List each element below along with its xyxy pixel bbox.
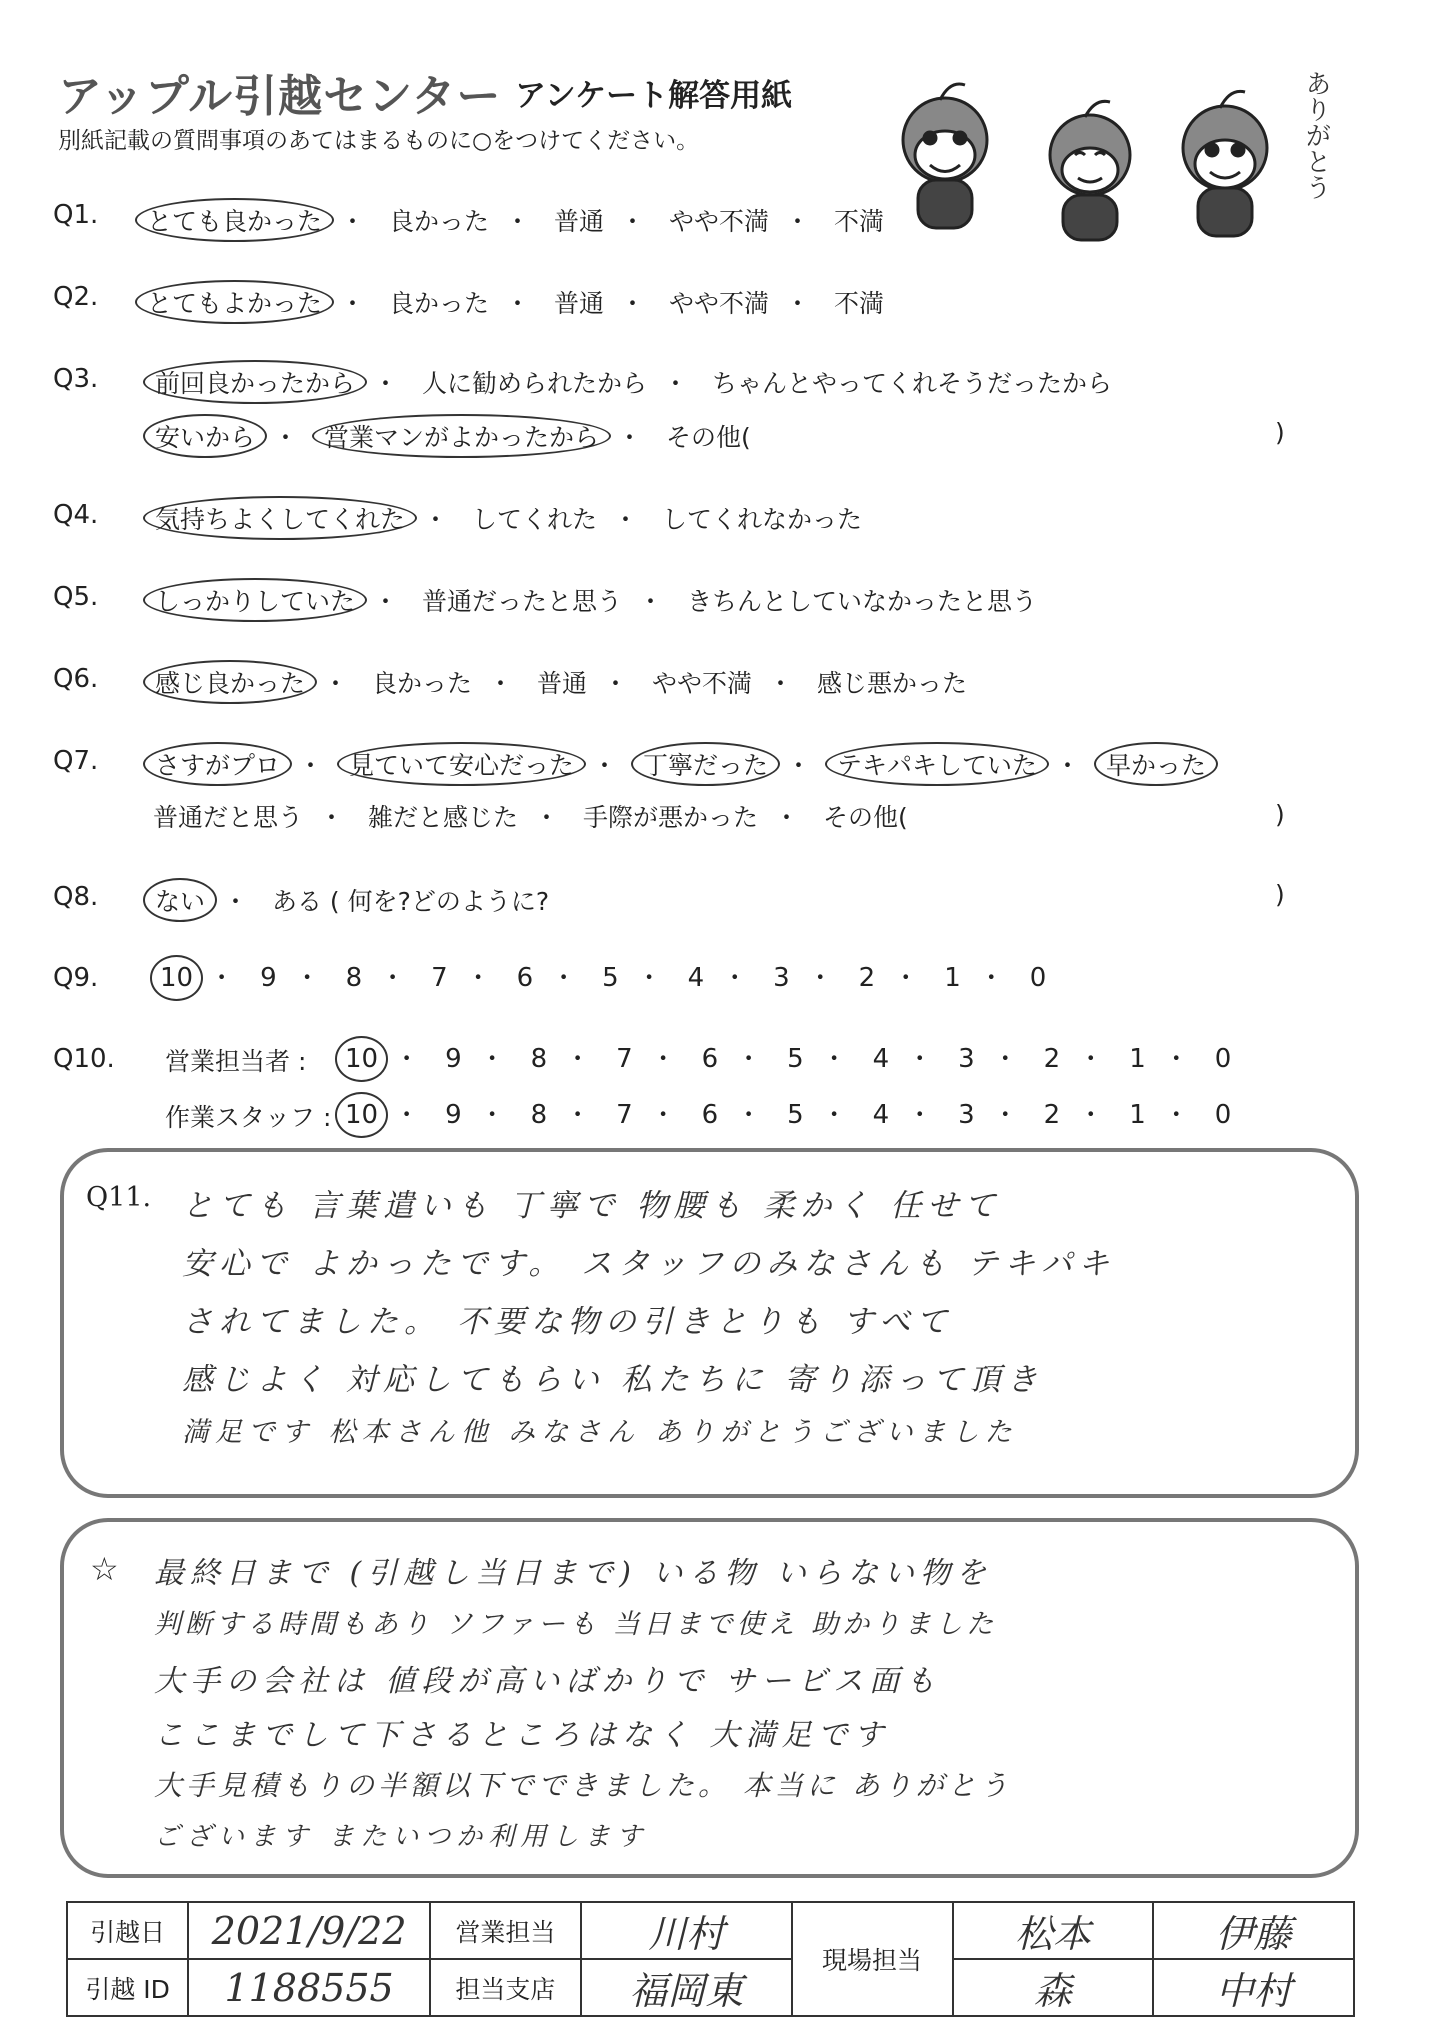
form-subtitle: アンケート解答用紙 — [515, 78, 793, 114]
q7-option-6[interactable]: 普通だと思う — [153, 803, 304, 832]
q7-label: Q7. — [53, 746, 99, 776]
extra-line-2: 判断する時間もあり ソファーも 当日まで使え 助かりました — [154, 1609, 998, 1640]
q11-line-1: とても 言葉遣いも 丁寧で 物腰も 柔かく 任せて — [182, 1188, 1002, 1224]
q4-option-2[interactable]: してくれた — [471, 505, 597, 534]
move-info-table — [66, 1901, 1355, 2017]
q1-option-5[interactable]: 不満 — [833, 207, 884, 236]
move-date-label: 引越日 — [67, 1902, 188, 1959]
q10-sales-score-1[interactable]: 1 — [1129, 1044, 1146, 1074]
extra-comment-box — [60, 1518, 1359, 1878]
q9-score-10[interactable]: 10 — [150, 955, 203, 1001]
q6-options: 感じ良かった ・ 良かった ・ 普通 ・ やや不満 ・ 感じ悪かった — [143, 660, 977, 704]
q3-label: Q3. — [53, 364, 99, 394]
q8-option-some[interactable]: ある ( 何を?どのように? — [271, 887, 550, 916]
company-title: アップル引越センター — [58, 71, 502, 122]
q8-close-paren: ) — [1275, 880, 1285, 909]
q1-option-3[interactable]: 普通 — [553, 207, 604, 236]
branch-value: 福岡東 — [581, 1959, 792, 2016]
q9-score-4[interactable]: 4 — [687, 963, 705, 993]
q6-option-2[interactable]: 良かった — [371, 669, 472, 698]
q10-staff-label: 作業スタッフ : — [165, 1103, 332, 1132]
q10-sales-score-3[interactable]: 3 — [958, 1044, 975, 1074]
q10-staff-score-2[interactable]: 2 — [1043, 1100, 1061, 1130]
q6-option-5[interactable]: 感じ悪かった — [816, 669, 967, 698]
q10-sales-score-6[interactable]: 6 — [701, 1044, 719, 1074]
q3-option-5[interactable]: 営業マンがよかったから — [312, 414, 611, 458]
move-id-value: 1188555 — [188, 1959, 430, 2016]
q7-options-line2: 普通だと思う ・ 雑だと感じた ・ 手際が悪かった ・ その他( — [143, 796, 918, 836]
star-icon: ☆ — [90, 1550, 119, 1588]
site-staff-1: 松本 — [953, 1902, 1154, 1959]
extra-line-6: ございます またいつか利用します — [154, 1822, 649, 1852]
q10-staff-score-4[interactable]: 4 — [872, 1100, 890, 1130]
q5-option-2[interactable]: 普通だったと思う — [421, 587, 622, 616]
q10-staff-score-7[interactable]: 7 — [616, 1100, 633, 1130]
q10-sales-label: 営業担当者 : — [165, 1047, 307, 1076]
q11-label: Q11. — [86, 1182, 152, 1213]
q1-label: Q1. — [53, 200, 99, 230]
q5-label: Q5. — [53, 582, 99, 612]
extra-line-5: 大手見積もりの半額以下でできました。 本当に ありがとう — [154, 1769, 1012, 1802]
q2-option-1[interactable]: とてもよかった — [135, 280, 334, 324]
move-date-value: 2021/9/22 — [188, 1902, 430, 1959]
thanks-text: ありがとう — [1301, 70, 1331, 200]
q1-option-2[interactable]: 良かった — [388, 207, 489, 236]
q7-option-other[interactable]: その他( — [822, 803, 908, 832]
q4-label: Q4. — [53, 500, 99, 530]
q8-option-none[interactable]: ない — [143, 878, 217, 922]
q10-sales-score-0[interactable]: 0 — [1214, 1044, 1232, 1074]
q2-option-5[interactable]: 不満 — [833, 289, 884, 318]
q10-staff-score-8[interactable]: 8 — [530, 1100, 548, 1130]
site-staff-2: 伊藤 — [1153, 1902, 1354, 1959]
mascot-monkeys-illustration — [880, 60, 1350, 250]
q11-line-2: 安心で よかったです。 スタッフのみなさんも テキパキ — [182, 1246, 1116, 1282]
q9-score-9[interactable]: 9 — [260, 963, 277, 993]
q7-option-8[interactable]: 手際が悪かった — [582, 803, 758, 832]
q1-option-1[interactable]: とても良かった — [135, 198, 334, 242]
extra-line-3: 大手の会社は 値段が高いばかりで サービス面も — [154, 1664, 942, 1699]
q2-option-3[interactable]: 普通 — [553, 289, 604, 318]
q9-scale: 10 ・ 9 ・ 8 ・ 7 ・ 6 ・ 5 ・ 4 ・ 3 ・ 2 ・ 1 ・ 0 — [150, 955, 1058, 1001]
q7-close-paren: ) — [1275, 800, 1285, 829]
q7-option-3[interactable]: 丁寧だった — [631, 742, 780, 786]
q6-label: Q6. — [53, 664, 99, 694]
q9-score-7[interactable]: 7 — [431, 963, 448, 993]
q3-close-paren: ) — [1275, 418, 1285, 447]
q10-sales-score-8[interactable]: 8 — [530, 1044, 548, 1074]
q11-comment-box — [60, 1148, 1359, 1498]
instruction-text: 別紙記載の質問事項のあてはまるものに○をつけてください。 — [58, 128, 700, 154]
q5-option-3[interactable]: きちんとしていなかったと思う — [686, 587, 1037, 616]
q3-option-other[interactable]: その他( — [665, 423, 751, 452]
site-staff-4: 中村 — [1153, 1959, 1354, 2016]
q7-option-1[interactable]: さすがプロ — [143, 742, 292, 786]
q7-option-7[interactable]: 雑だと感じた — [367, 803, 518, 832]
q6-option-4[interactable]: やや不満 — [651, 669, 752, 698]
q10-staff-score-6[interactable]: 6 — [701, 1100, 719, 1130]
q10-sales-score-5[interactable]: 5 — [787, 1044, 804, 1074]
q2-option-2[interactable]: 良かった — [388, 289, 489, 318]
q11-line-5: 満足です 松本さん他 みなさん ありがとうございました — [182, 1417, 1018, 1448]
q5-option-1[interactable]: しっかりしていた — [143, 578, 367, 622]
q7-option-2[interactable]: 見ていて安心だった — [337, 742, 586, 786]
q7-option-5[interactable]: 早かった — [1094, 742, 1218, 786]
q9-score-6[interactable]: 6 — [516, 963, 534, 993]
site-staff-3: 森 — [953, 1959, 1154, 2016]
q3-option-4[interactable]: 安いから — [143, 414, 267, 458]
q8-options: ない ・ ある ( 何を?どのように? — [143, 878, 559, 922]
q10-staff-score-0[interactable]: 0 — [1214, 1100, 1232, 1130]
extra-line-1: 最終日まで (引越し当日まで) いる物 いらない物を — [154, 1556, 993, 1591]
q1-options: とても良かった ・ 良かった ・ 普通 ・ やや不満 ・ 不満 — [135, 198, 894, 242]
extra-line-4: ここまでして下さるところはなく 大満足です — [154, 1718, 890, 1753]
sales-rep-value: 川村 — [581, 1902, 792, 1959]
q3-options-line2: 安いから ・ 営業マンがよかったから ・ その他( — [143, 414, 761, 458]
q10-sales-score-7[interactable]: 7 — [616, 1044, 633, 1074]
q1-option-4[interactable]: やや不満 — [668, 207, 769, 236]
q9-score-2[interactable]: 2 — [858, 963, 876, 993]
sales-rep-label: 営業担当 — [430, 1902, 581, 1959]
q9-score-3[interactable]: 3 — [773, 963, 790, 993]
q10-sales-score-10[interactable]: 10 — [335, 1036, 388, 1082]
q9-label: Q9. — [53, 963, 99, 993]
q4-option-3[interactable]: してくれなかった — [661, 505, 862, 534]
q11-line-3: されてました。 不要な物の引きとりも すべて — [182, 1304, 954, 1340]
q9-score-5[interactable]: 5 — [602, 963, 619, 993]
q7-option-4[interactable]: テキパキしていた — [825, 742, 1049, 786]
q8-label: Q8. — [53, 882, 99, 912]
q6-option-1[interactable]: 感じ良かった — [143, 660, 317, 704]
q10-staff-score-9[interactable]: 9 — [445, 1100, 462, 1130]
q3-option-3[interactable]: ちゃんとやってくれそうだったから — [711, 369, 1112, 398]
q2-option-4[interactable]: やや不満 — [668, 289, 769, 318]
q10-label: Q10. — [53, 1044, 115, 1074]
q6-option-3[interactable]: 普通 — [536, 669, 587, 698]
move-id-label: 引越 ID — [67, 1959, 188, 2016]
q5-options: しっかりしていた ・ 普通だったと思う ・ きちんとしていなかったと思う — [143, 578, 1047, 622]
q9-score-8[interactable]: 8 — [345, 963, 363, 993]
q9-score-1[interactable]: 1 — [944, 963, 961, 993]
branch-label: 担当支店 — [430, 1959, 581, 2016]
q10-staff-score-1[interactable]: 1 — [1129, 1100, 1146, 1130]
q9-score-0[interactable]: 0 — [1029, 963, 1047, 993]
q10-staff-scale: 10 ・ 9 ・ 8 ・ 7 ・ 6 ・ 5 ・ 4 ・ 3 ・ 2 ・ 1 ・ 0 — [335, 1092, 1243, 1138]
q10-staff-score-5[interactable]: 5 — [787, 1100, 804, 1130]
q3-option-1[interactable]: 前回良かったから — [143, 360, 367, 404]
site-staff-label: 現場担当 — [792, 1902, 953, 2016]
q2-label: Q2. — [53, 282, 99, 312]
q4-options: 気持ちよくしてくれた ・ してくれた ・ してくれなかった — [143, 496, 872, 540]
q11-line-4: 感じよく 対応してもらい 私たちに 寄り添って頂き — [182, 1362, 1044, 1398]
q4-option-1[interactable]: 気持ちよくしてくれた — [143, 496, 417, 540]
q10-staff-score-3[interactable]: 3 — [958, 1100, 975, 1130]
q10-staff-score-10[interactable]: 10 — [335, 1092, 388, 1138]
q2-options: とてもよかった ・ 良かった ・ 普通 ・ やや不満 ・ 不満 — [135, 280, 894, 324]
q10-sales-scale: 10 ・ 9 ・ 8 ・ 7 ・ 6 ・ 5 ・ 4 ・ 3 ・ 2 ・ 1 ・ 0 — [335, 1036, 1243, 1082]
q3-options-line1: 前回良かったから ・ 人に勧められたから ・ ちゃんとやってくれそうだったから — [143, 360, 1122, 404]
q10-sales-score-2[interactable]: 2 — [1043, 1044, 1061, 1074]
q10-sales-score-9[interactable]: 9 — [445, 1044, 462, 1074]
q3-option-2[interactable]: 人に勧められたから — [421, 369, 647, 398]
q10-sales-score-4[interactable]: 4 — [872, 1044, 890, 1074]
q7-options-line1: さすがプロ ・ 見ていて安心だった ・ 丁寧だった ・ テキパキしていた ・ 早かった — [143, 742, 1218, 786]
